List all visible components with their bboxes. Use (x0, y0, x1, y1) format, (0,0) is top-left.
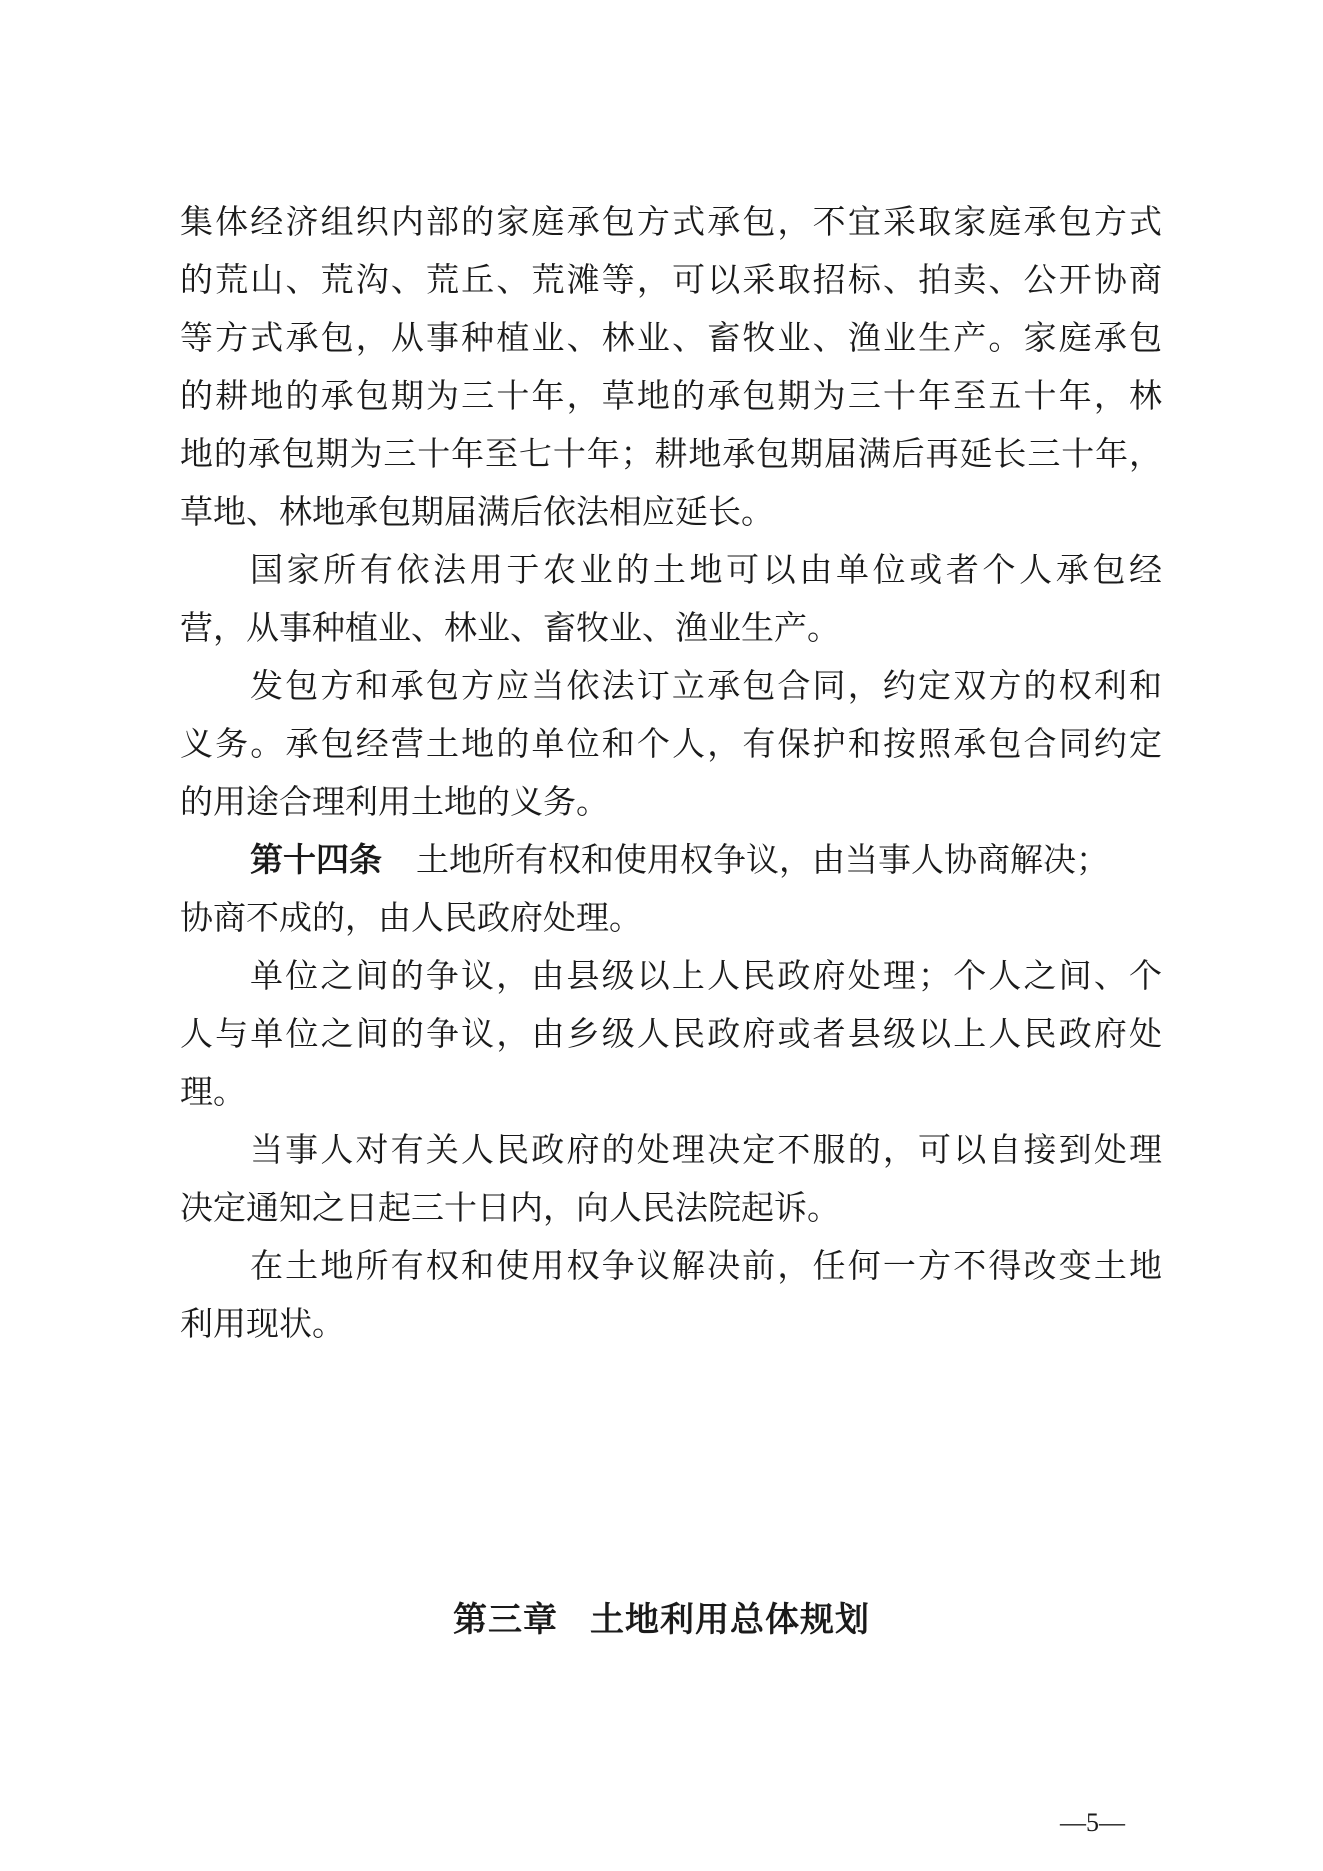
paragraph-line: 发包方和承包方应当依法订立承包合同，约定双方的权利和 (250, 666, 1162, 705)
paragraph-line: 决定通知之日起三十日内，向人民法院起诉。 (180, 1188, 840, 1227)
paragraph-line: 义务。承包经营土地的单位和个人，有保护和按照承包合同约定 (180, 724, 1162, 763)
article-line (250, 840, 1109, 880)
article-text: 土地所有权和使用权争议，由当事人协商解决； (416, 840, 1109, 879)
paragraph-line: 利用现状。 (180, 1304, 345, 1343)
paragraph-line: 等方式承包，从事种植业、林业、畜牧业、渔业生产。家庭承包 (180, 318, 1162, 357)
paragraph-line: 的用途合理利用土地的义务。 (180, 782, 609, 821)
article-label: 第十四条 (250, 840, 382, 879)
page-number: —5— (1060, 1808, 1125, 1837)
paragraph-line: 理。 (180, 1072, 246, 1111)
paragraph-line: 草地、林地承包期届满后依法相应延长。 (180, 492, 774, 531)
chapter-number: 第三章 (453, 1600, 558, 1640)
chapter-title: 土地利用总体规划 (590, 1600, 870, 1640)
paragraph-line: 人与单位之间的争议，由乡级人民政府或者县级以上人民政府处 (180, 1014, 1162, 1053)
paragraph-line: 集体经济组织内部的家庭承包方式承包，不宜采取家庭承包方式 (180, 202, 1162, 241)
paragraph-line: 国家所有依法用于农业的土地可以由单位或者个人承包经 (250, 550, 1162, 589)
paragraph-line: 单位之间的争议，由县级以上人民政府处理；个人之间、个 (250, 956, 1162, 995)
paragraph-line: 的耕地的承包期为三十年，草地的承包期为三十年至五十年，林 (180, 376, 1162, 415)
paragraph-line: 协商不成的，由人民政府处理。 (180, 898, 642, 937)
paragraph-line: 的荒山、荒沟、荒丘、荒滩等，可以采取招标、拍卖、公开协商 (180, 260, 1162, 299)
paragraph-line: 在土地所有权和使用权争议解决前，任何一方不得改变土地 (250, 1246, 1162, 1285)
paragraph-line: 当事人对有关人民政府的处理决定不服的，可以自接到处理 (250, 1130, 1162, 1169)
paragraph-line: 营，从事种植业、林业、畜牧业、渔业生产。 (180, 608, 840, 647)
paragraph-line: 地的承包期为三十年至七十年；耕地承包期届满后再延长三十年， (180, 434, 1162, 473)
chapter-heading (0, 1600, 1323, 1640)
